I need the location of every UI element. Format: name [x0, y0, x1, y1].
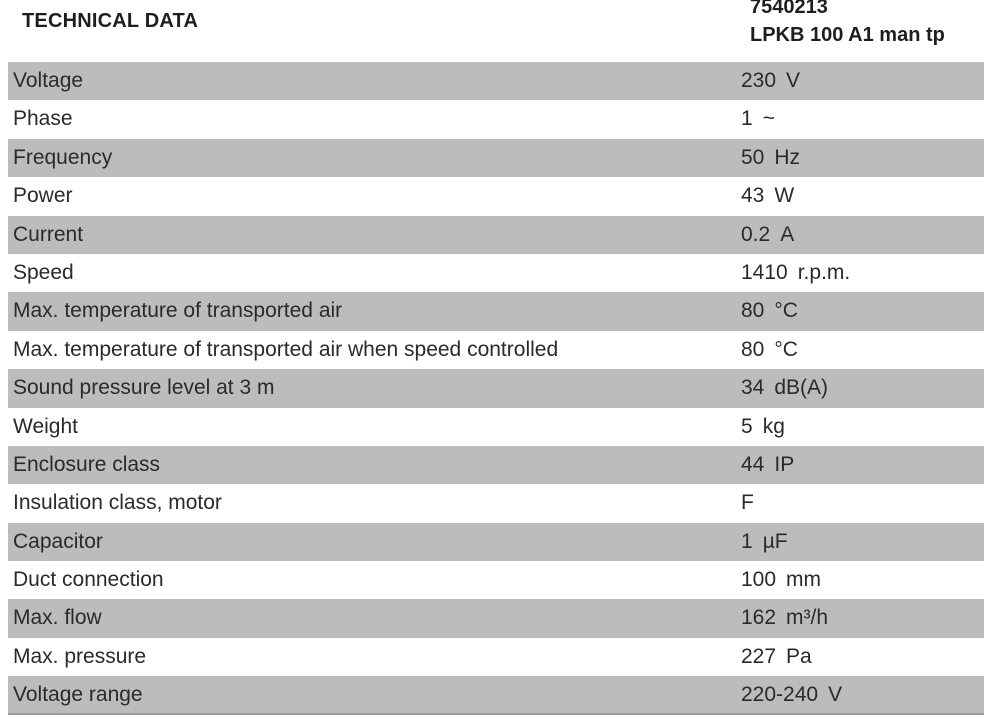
- row-label: Voltage: [13, 69, 84, 92]
- row-value: [741, 292, 798, 330]
- value-unit: °C: [774, 337, 798, 361]
- table-row: [8, 100, 984, 138]
- row-label: Frequency: [13, 145, 113, 169]
- value-unit: Pa: [786, 644, 812, 668]
- value-number: 1: [741, 529, 753, 553]
- value-unit: µF: [762, 529, 788, 553]
- row-value: [741, 100, 775, 138]
- value-unit: m³/h: [786, 606, 829, 630]
- value-unit: dB(A): [774, 376, 829, 400]
- value-number: 162: [741, 606, 777, 630]
- value-unit: °C: [774, 299, 798, 323]
- value-number: 100: [741, 568, 777, 592]
- row-value: [741, 446, 794, 484]
- row-value: [741, 523, 788, 561]
- value-number: 80: [741, 299, 765, 323]
- row-label: Max. temperature of transported air: [13, 299, 343, 323]
- value-unit: ~: [762, 107, 775, 131]
- page-title: TECHNICAL DATA: [22, 10, 199, 32]
- value-number: 1410: [741, 260, 788, 284]
- row-label: Weight: [13, 414, 78, 438]
- value-unit: kg: [762, 414, 785, 438]
- value-number: F: [741, 491, 754, 515]
- table-row: [8, 484, 984, 522]
- row-label: Duct connection: [13, 568, 164, 592]
- table-row: [8, 446, 984, 484]
- row-label: Voltage range: [13, 683, 143, 707]
- table-row: [8, 139, 984, 177]
- value-number: 227: [741, 644, 777, 668]
- product-model: LPKB 100 A1 man tp: [750, 24, 945, 46]
- value-number: 43: [741, 184, 765, 208]
- table-row: [8, 177, 984, 215]
- row-value: [741, 216, 794, 254]
- row-value: [741, 676, 842, 714]
- row-value: [741, 369, 828, 407]
- technical-data-table: [8, 62, 984, 715]
- row-value: [741, 638, 812, 676]
- row-label: Sound pressure level at 3 m: [13, 376, 275, 400]
- row-value: [741, 62, 800, 100]
- value-number: 1: [741, 107, 753, 131]
- value-number: 50: [741, 145, 765, 169]
- value-unit: Hz: [774, 145, 801, 169]
- row-label: Max. temperature of transported air when speed controlled: [13, 337, 559, 361]
- row-label: Max. flow: [13, 606, 102, 630]
- row-value: [741, 599, 828, 637]
- value-unit: W: [774, 184, 795, 208]
- row-value: [741, 139, 800, 177]
- row-label: Enclosure class: [13, 452, 161, 476]
- row-label: Speed: [13, 260, 74, 284]
- table-row: [8, 254, 984, 292]
- row-label: Capacitor: [13, 529, 103, 553]
- table-row: [8, 369, 984, 407]
- row-label: Max. pressure: [13, 644, 147, 668]
- value-unit: r.p.m.: [797, 260, 851, 284]
- row-value: [741, 254, 850, 292]
- value-number: 0.2: [741, 222, 771, 246]
- value-unit: A: [780, 222, 795, 246]
- row-value: [741, 561, 821, 599]
- row-value: [741, 177, 794, 215]
- row-label: Power: [13, 184, 73, 208]
- value-number: 230: [741, 69, 777, 92]
- table-header: [0, 0, 991, 62]
- value-number: 220-240: [741, 683, 819, 707]
- row-label: Current: [13, 222, 84, 246]
- table-row: [8, 62, 984, 100]
- table-row: [8, 599, 984, 637]
- table-row: [8, 561, 984, 599]
- value-unit: IP: [774, 452, 795, 476]
- value-unit: mm: [786, 568, 822, 592]
- table-row: [8, 676, 984, 714]
- value-number: 5: [741, 414, 753, 438]
- row-value: [741, 408, 785, 446]
- value-unit: V: [828, 683, 843, 707]
- row-label: Phase: [13, 107, 73, 131]
- table-row: [8, 331, 984, 369]
- table-row: [8, 523, 984, 561]
- row-value: [741, 331, 798, 369]
- row-label: Insulation class, motor: [13, 491, 222, 515]
- value-number: 44: [741, 452, 765, 476]
- value-number: 34: [741, 376, 765, 400]
- table-row: [8, 408, 984, 446]
- table-row: [8, 638, 984, 676]
- table-row: [8, 292, 984, 330]
- table-row: [8, 216, 984, 254]
- row-value: [741, 484, 764, 522]
- value-number: 80: [741, 337, 765, 361]
- product-code: 7540213: [750, 0, 828, 18]
- value-unit: V: [786, 69, 801, 92]
